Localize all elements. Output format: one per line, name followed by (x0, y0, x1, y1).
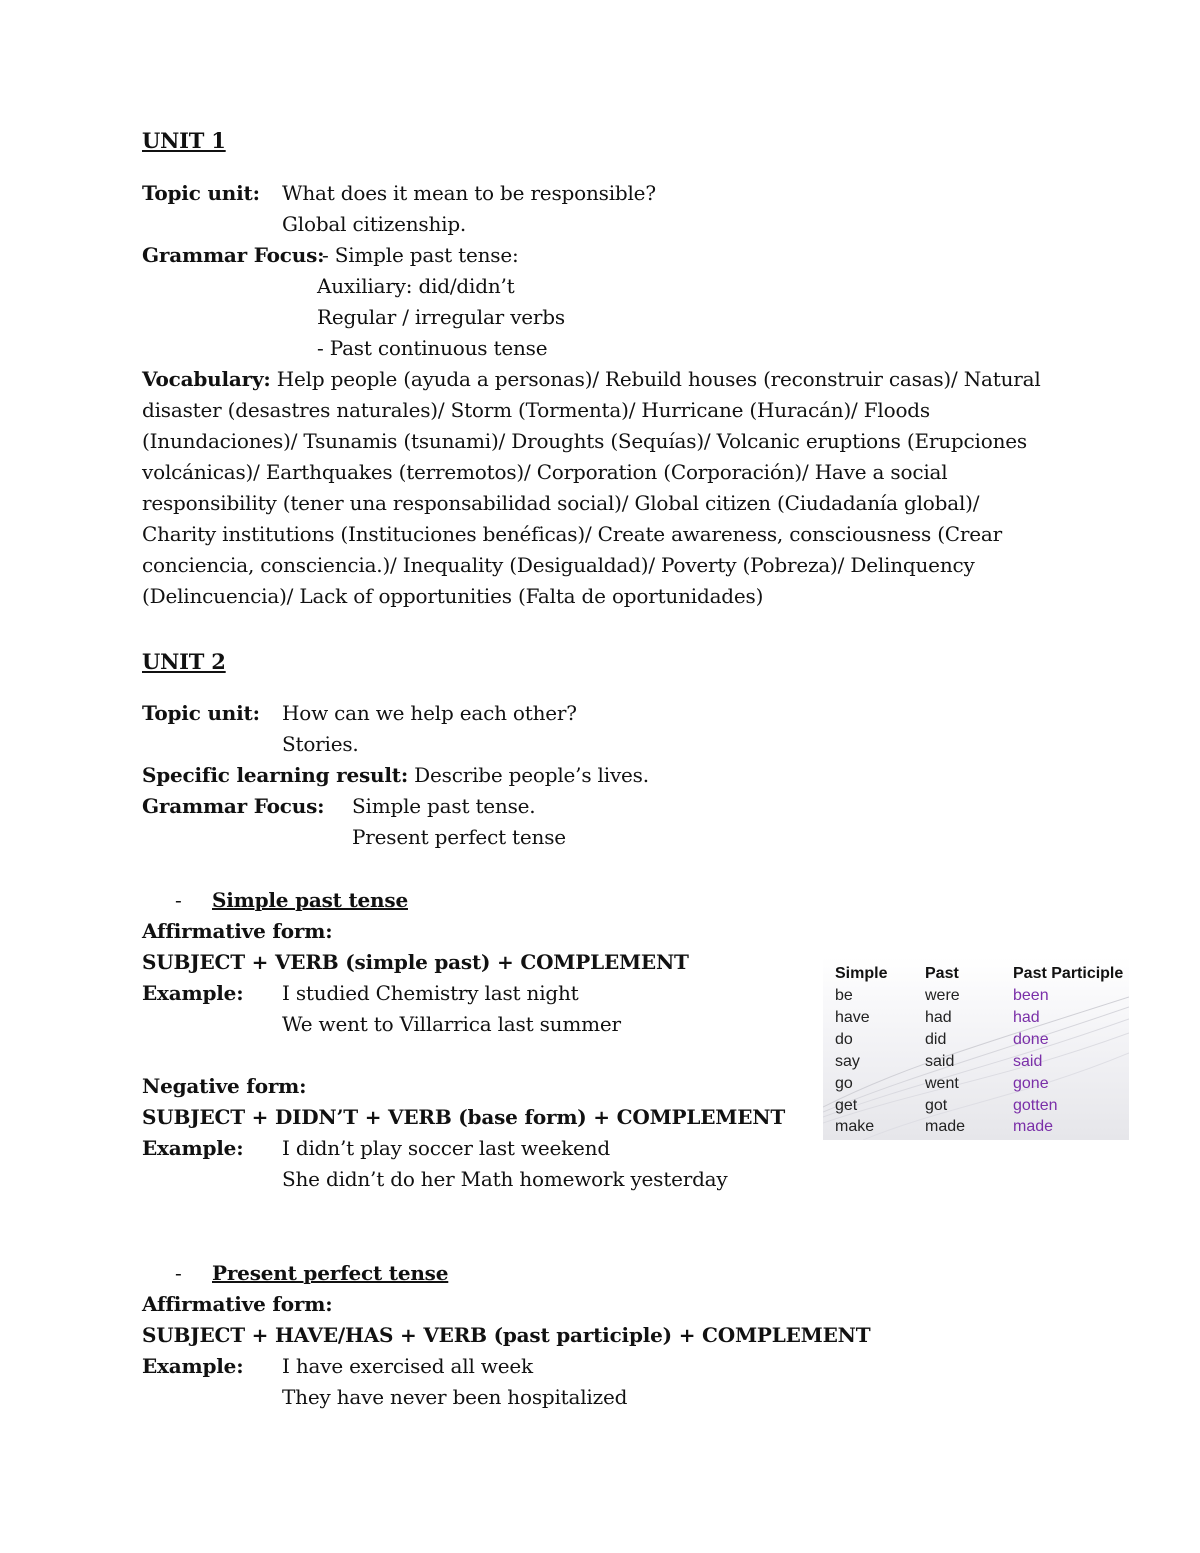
verb-participle: gone (1013, 1075, 1049, 1092)
unit2-learning-result (142, 760, 649, 791)
present-perfect-bullet: - (175, 1261, 182, 1285)
simple-past-aff-example-2: We went to Villarrica last summer (282, 1012, 621, 1036)
unit2-grammar-line-2: Present perfect tense (352, 825, 566, 849)
verb-past: did (925, 1031, 947, 1048)
verb-row (823, 1053, 1129, 1075)
unit1-grammar-line-3: Regular / irregular verbs (317, 305, 565, 329)
unit1-grammar-line-4: - Past continuous tense (317, 336, 548, 360)
unit2-topic-label: Topic unit: (142, 701, 260, 725)
verb-row (823, 1118, 1129, 1140)
unit2-title: UNIT 2 (142, 649, 226, 674)
unit1-grammar-line-2: Auxiliary: did/didn’t (317, 274, 515, 298)
unit1-vocab-text: Help people (ayuda a personas)/ Rebuild houses (reconstruir casas)/ Natural disaster (desastres naturales)/ Storm (Tormenta)/ Hurricane (Huracán)/ Floods (Inundaciones)/ Tsunamis (tsunami)/ Droughts (Sequías)/ Volcanic eruptions (Erupciones volcánicas)/ Earthquakes (terremotos)/ Corporation (Corporación)/ Have a social responsibility (tener una responsabilidad social)/ Global citizen (Ciudadanía global)/ Charity institutions (Instituciones benéficas)/ Create awareness, consciousness (Crear conciencia, consciencia.)/ Inequality (Desigualdad)/ Poverty (Pobreza)/ Delinquency (Delincuencia)/ Lack of opportunities (Falta de oportunidades) (142, 367, 1041, 608)
verb-participle: had (1013, 1009, 1040, 1026)
verb-simple: make (835, 1118, 875, 1135)
verb-past: went (925, 1075, 959, 1092)
verb-participle: been (1013, 987, 1049, 1004)
verb-row (823, 1009, 1129, 1031)
verb-simple: go (835, 1075, 853, 1092)
unit2-topic-line-2: Stories. (282, 732, 359, 756)
simple-past-aff-example-label: Example: (142, 981, 244, 1005)
verb-participle: made (1013, 1118, 1054, 1135)
simple-past-neg-example-label: Example: (142, 1136, 244, 1160)
irregular-verb-table (823, 957, 1129, 1140)
verb-table-header (823, 965, 1129, 987)
unit1-grammar-label: Grammar Focus: (142, 243, 325, 267)
unit2-topic-line-1: How can we help each other? (282, 701, 577, 725)
verb-row (823, 987, 1129, 1009)
verb-past: made (925, 1118, 966, 1135)
present-perfect-heading: Present perfect tense (212, 1261, 449, 1285)
simple-past-aff-label: Affirmative form: (142, 919, 333, 943)
verb-simple: say (835, 1053, 860, 1070)
unit1-topic-line-1: What does it mean to be responsible? (282, 181, 656, 205)
unit2-grammar-label: Grammar Focus: (142, 794, 325, 818)
simple-past-neg-example-2: She didn’t do her Math homework yesterday (282, 1167, 728, 1191)
unit1-vocabulary (142, 364, 1054, 612)
simple-past-bullet: - (175, 888, 182, 912)
simple-past-neg-label: Negative form: (142, 1074, 307, 1098)
present-perfect-example-label: Example: (142, 1354, 244, 1378)
unit1-title: UNIT 1 (142, 128, 226, 153)
verb-header-simple: Simple (835, 965, 888, 982)
verb-past: had (925, 1009, 952, 1026)
unit2-result-text: Describe people’s lives. (414, 763, 649, 787)
present-perfect-aff-label: Affirmative form: (142, 1292, 333, 1316)
verb-participle: done (1013, 1031, 1049, 1048)
unit1-grammar-line-1: - Simple past tense: (322, 243, 519, 267)
verb-row (823, 1075, 1129, 1097)
unit2-grammar-line-1: Simple past tense. (352, 794, 536, 818)
simple-past-heading: Simple past tense (212, 888, 408, 912)
verb-simple: be (835, 987, 853, 1004)
simple-past-aff-example-1: I studied Chemistry last night (282, 981, 579, 1005)
verb-past: said (925, 1053, 955, 1070)
present-perfect-example-1: I have exercised all week (282, 1354, 533, 1378)
verb-simple: get (835, 1097, 858, 1114)
verb-simple: do (835, 1031, 853, 1048)
unit1-topic-label: Topic unit: (142, 181, 260, 205)
simple-past-aff-formula: SUBJECT + VERB (simple past) + COMPLEMENT (142, 950, 689, 974)
simple-past-neg-formula: SUBJECT + DIDN’T + VERB (base form) + COMPLEMENT (142, 1105, 785, 1129)
present-perfect-aff-formula: SUBJECT + HAVE/HAS + VERB (past participle) + COMPLEMENT (142, 1323, 871, 1347)
verb-participle: said (1013, 1053, 1043, 1070)
present-perfect-example-2: They have never been hospitalized (282, 1385, 628, 1409)
unit2-result-label: Specific learning result: (142, 763, 408, 787)
verb-participle: gotten (1013, 1097, 1058, 1114)
verb-past: were (925, 987, 960, 1004)
unit1-topic-line-2: Global citizenship. (282, 212, 467, 236)
verb-row (823, 1031, 1129, 1053)
simple-past-neg-example-1: I didn’t play soccer last weekend (282, 1136, 610, 1160)
unit1-vocab-label: Vocabulary: (142, 367, 271, 391)
verb-past: got (925, 1097, 948, 1114)
verb-row (823, 1097, 1129, 1119)
verb-simple: have (835, 1009, 870, 1026)
verb-header-participle: Past Participle (1013, 965, 1124, 982)
verb-header-past: Past (925, 965, 959, 982)
